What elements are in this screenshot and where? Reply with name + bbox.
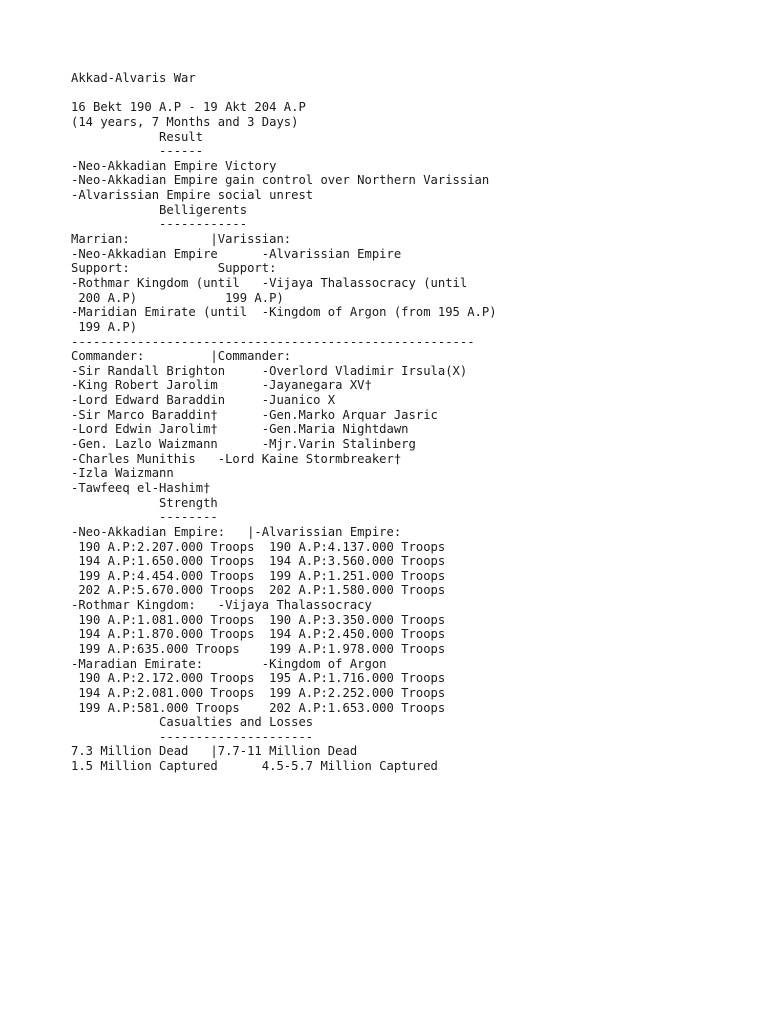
document-line: ------ bbox=[71, 144, 204, 159]
document-line bbox=[71, 86, 751, 101]
document-line: --------------------- bbox=[71, 729, 314, 744]
document-line: 16 Bekt 190 A.P - 19 Akt 204 A.P bbox=[71, 100, 306, 115]
document-line: -Neo-Akkadian Empire -Alvarissian Empire bbox=[71, 246, 402, 261]
document-line: Commander: |Commander: bbox=[71, 349, 292, 364]
document-page bbox=[71, 71, 751, 774]
document-line: 194 A.P:1.870.000 Troops 194 A.P:2.450.000 Troops bbox=[71, 627, 446, 642]
document-line: 199 A.P:635.000 Troops 199 A.P:1.978.000 Troops bbox=[71, 641, 446, 656]
document-line: Belligerents bbox=[71, 202, 248, 217]
document-line: 7.3 Million Dead |7.7-11 Million Dead bbox=[71, 744, 358, 759]
document-line: -Gen. Lazlo Waizmann -Mjr.Varin Stalinberg bbox=[71, 437, 416, 452]
document-line: -Lord Edward Baraddin -Juanico X bbox=[71, 393, 336, 408]
document-line: ------------------------------------------------------- bbox=[71, 334, 475, 349]
document-line: 194 A.P:1.650.000 Troops 194 A.P:3.560.000 Troops bbox=[71, 554, 446, 569]
document-line: 199 A.P) bbox=[71, 319, 138, 334]
document-line: -Charles Munithis -Lord Kaine Stormbreaker† bbox=[71, 451, 402, 466]
document-line: (14 years, 7 Months and 3 Days) bbox=[71, 114, 299, 129]
document-line: Marrian: |Varissian: bbox=[71, 232, 292, 247]
document-line: -Neo-Akkadian Empire Victory bbox=[71, 158, 277, 173]
document-line: -Neo-Akkadian Empire: |-Alvarissian Empire: bbox=[71, 524, 402, 539]
document-line: -------- bbox=[71, 510, 218, 525]
document-line: 194 A.P:2.081.000 Troops 199 A.P:2.252.000 Troops bbox=[71, 685, 446, 700]
document-line: 199 A.P:581.000 Troops 202 A.P:1.653.000 Troops bbox=[71, 700, 446, 715]
document-line: -Rothmar Kingdom: -Vijaya Thalassocracy bbox=[71, 598, 372, 613]
document-line: -Sir Randall Brighton -Overlord Vladimir Irsula(X) bbox=[71, 363, 468, 378]
document-line: 190 A.P:1.081.000 Troops 190 A.P:3.350.000 Troops bbox=[71, 612, 446, 627]
document-line: -Sir Marco Baraddin† -Gen.Marko Arquar Jasric bbox=[71, 407, 438, 422]
document-line: -Maridian Emirate (until -Kingdom of Argon (from 195 A.P) bbox=[71, 305, 497, 320]
document-line: -Izla Waizmann bbox=[71, 466, 174, 481]
document-line: Casualties and Losses bbox=[71, 715, 314, 730]
document-line: 200 A.P) 199 A.P) bbox=[71, 290, 284, 305]
document-line: 202 A.P:5.670.000 Troops 202 A.P:1.580.000 Troops bbox=[71, 583, 446, 598]
document-line: 190 A.P:2.172.000 Troops 195 A.P:1.716.000 Troops bbox=[71, 671, 446, 686]
document-line: Akkad-Alvaris War bbox=[71, 71, 196, 85]
document-line: -King Robert Jarolim -Jayanegara XV† bbox=[71, 378, 372, 393]
document-text bbox=[71, 71, 751, 774]
document-line: Result bbox=[71, 129, 204, 144]
document-line: -Alvarissian Empire social unrest bbox=[71, 188, 314, 203]
document-line: Support: Support: bbox=[71, 261, 277, 276]
document-line: -Neo-Akkadian Empire gain control over Northern Varissian bbox=[71, 173, 490, 188]
document-line: -Maradian Emirate: -Kingdom of Argon bbox=[71, 656, 387, 671]
document-line: Strength bbox=[71, 495, 218, 510]
document-line: -Rothmar Kingdom (until -Vijaya Thalassocracy (until bbox=[71, 275, 468, 290]
document-line: 190 A.P:2.207.000 Troops 190 A.P:4.137.000 Troops bbox=[71, 539, 446, 554]
document-line: -Lord Edwin Jarolim† -Gen.Maria Nightdawn bbox=[71, 422, 409, 437]
document-line: -Tawfeeq el-Hashim† bbox=[71, 480, 211, 495]
document-line: 199 A.P:4.454.000 Troops 199 A.P:1.251.000 Troops bbox=[71, 568, 446, 583]
document-line: ------------ bbox=[71, 217, 248, 232]
document-line: 1.5 Million Captured 4.5-5.7 Million Captured bbox=[71, 759, 438, 774]
